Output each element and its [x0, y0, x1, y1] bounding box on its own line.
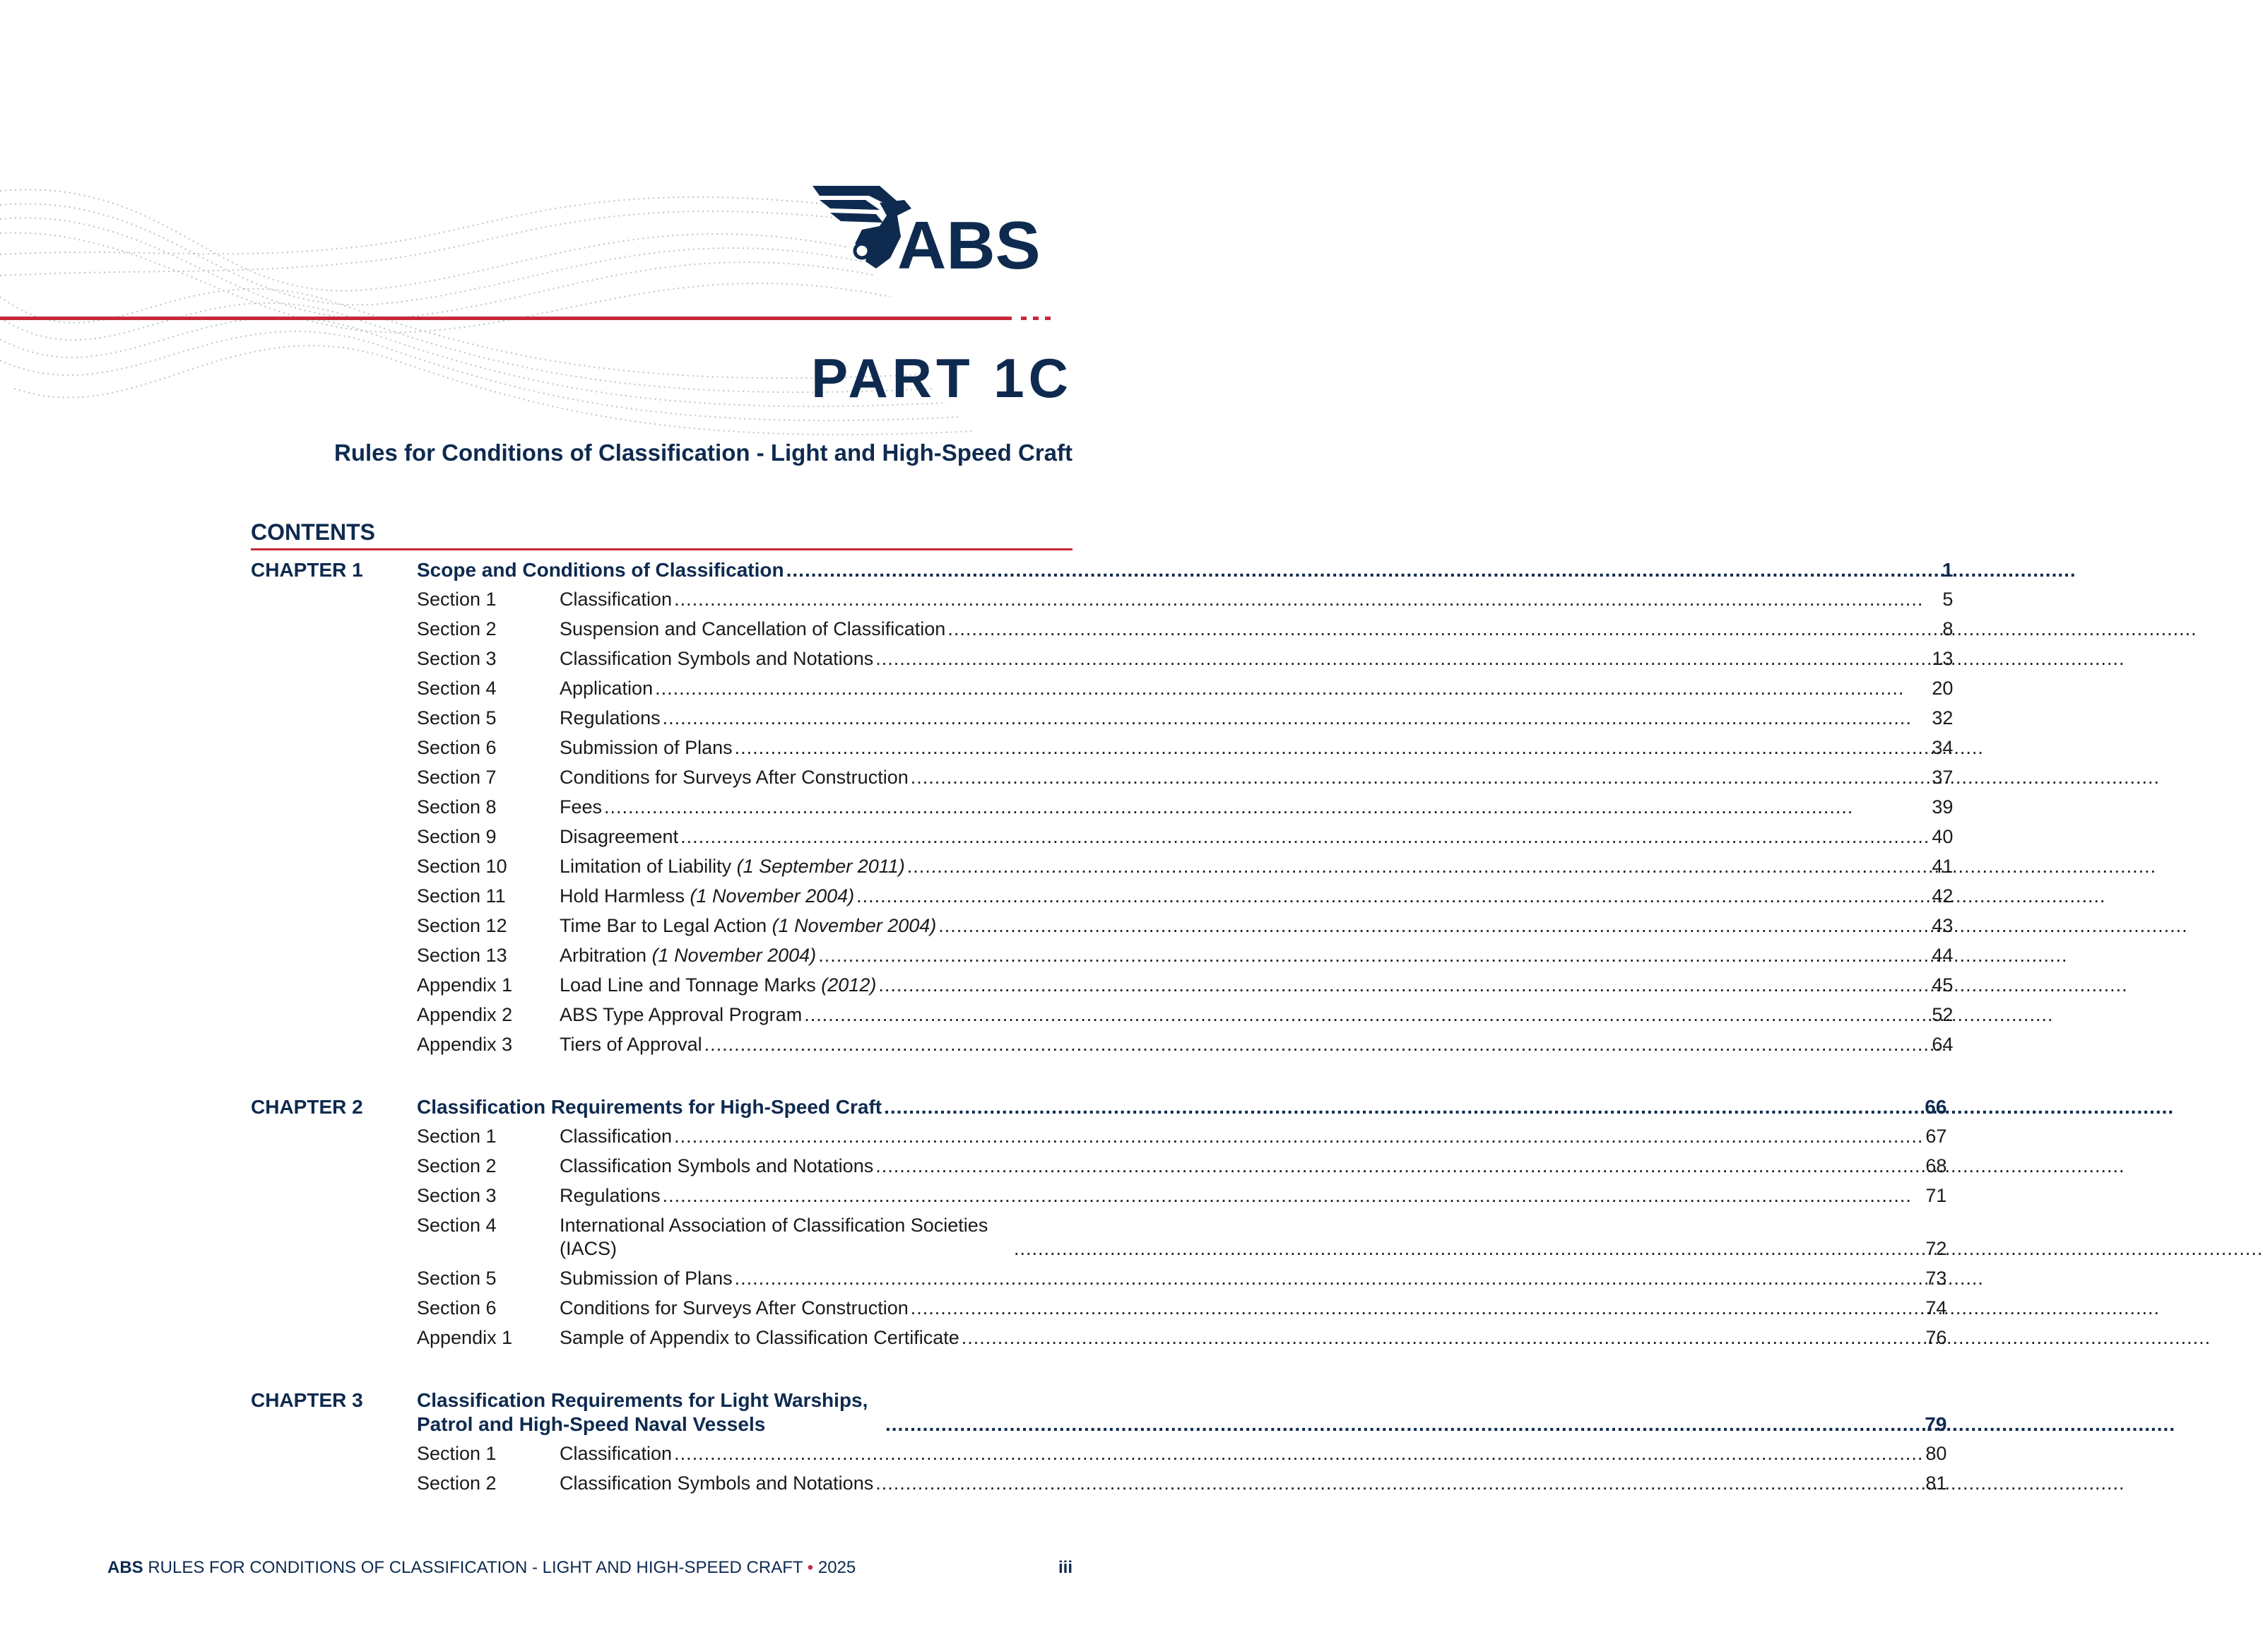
section-title-wrap: [560, 618, 945, 641]
section-entry: [560, 766, 1953, 789]
eagle-icon: [813, 186, 911, 269]
section-title: Suspension and Cancellation of Classification: [560, 618, 946, 639]
dot-leader: [962, 1326, 1924, 1350]
section-entry: [560, 588, 1953, 611]
chapter-label: CHAPTER 3: [251, 1389, 363, 1411]
toc-row[interactable]: [417, 677, 1953, 700]
dot-leader: [663, 707, 1930, 730]
section-entry: [560, 885, 1953, 908]
section-title-wrap: [560, 1442, 672, 1465]
section-page: 5: [1942, 589, 1954, 610]
section-label: Section 7: [417, 767, 497, 788]
chapter-label: CHAPTER 2: [251, 1096, 363, 1118]
section-page: 64: [1932, 1034, 1954, 1055]
section-page: 76: [1925, 1327, 1947, 1348]
section-page: 20: [1932, 678, 1954, 699]
section-title-wrap: [560, 885, 854, 908]
section-title: Regulations: [560, 707, 661, 728]
section-title-wrap: [560, 944, 816, 967]
chapter-title-entry[interactable]: [417, 1095, 1946, 1119]
section-entry: [560, 796, 1953, 819]
page-number: iii: [1058, 1558, 1073, 1577]
chapter-body: [417, 1095, 1946, 1356]
footer-year: 2025: [813, 1558, 856, 1577]
contents-rule: [251, 548, 1073, 550]
section-page: 40: [1932, 826, 1954, 847]
section-page: 32: [1932, 707, 1954, 728]
chapter-block: [251, 1388, 1947, 1501]
toc-row[interactable]: [417, 736, 1953, 760]
dot-leader: [1014, 1237, 1923, 1261]
toc-row[interactable]: [417, 796, 1953, 819]
section-title-wrap: [560, 1472, 873, 1495]
section-title: Classification Symbols and Notations: [560, 1155, 874, 1176]
section-title: Classification: [560, 1443, 673, 1464]
dot-leader: [818, 944, 1930, 967]
section-title: Conditions for Surveys After Construction: [560, 1297, 909, 1318]
section-label: Section 4: [417, 1215, 497, 1236]
chapter-block: [251, 558, 1954, 1063]
section-title-wrap: [560, 974, 876, 997]
toc-row[interactable]: [417, 825, 1953, 849]
section-label: Section 3: [417, 648, 497, 669]
section-title-wrap: [560, 1297, 909, 1320]
chapter-block: [251, 1095, 1947, 1356]
section-title: International Association of Classification Societies (IACS): [560, 1215, 988, 1259]
toc-row[interactable]: [417, 944, 1953, 967]
red-dash: [1045, 317, 1051, 320]
section-entry: [560, 1184, 1946, 1208]
dot-leader: [907, 855, 1930, 878]
section-title-wrap: [560, 1033, 702, 1056]
dot-leader: [885, 1412, 1922, 1436]
footer-bullet: •: [807, 1558, 814, 1577]
dot-leader: [938, 914, 1930, 938]
section-label: Appendix 2: [417, 1004, 513, 1025]
section-entry: [560, 1442, 1946, 1465]
chapter-title: Scope and Conditions of Classification: [417, 559, 784, 581]
section-page: 43: [1932, 915, 1954, 936]
dot-leader: [674, 1442, 1923, 1465]
section-title-wrap: [560, 914, 936, 938]
part-title: PART 1C: [811, 347, 1073, 409]
page-footer: [107, 1558, 1073, 1578]
dot-leader: [674, 1125, 1923, 1148]
section-label: Appendix 1: [417, 1327, 513, 1348]
chapter-title: Classification Requirements for Light Warships, Patrol and High-Speed Naval Vessels: [417, 1389, 868, 1435]
toc-row[interactable]: [417, 1125, 1946, 1148]
section-title-wrap: [560, 1214, 1012, 1261]
section-title: Classification Symbols and Notations: [560, 648, 874, 669]
dot-leader: [704, 1033, 1930, 1056]
section-label: Section 1: [417, 1443, 497, 1464]
chapter-body: [417, 1388, 1946, 1501]
dot-leader: [663, 1184, 1924, 1208]
section-date: (2012): [821, 974, 877, 996]
section-title: Load Line and Tonnage Marks: [560, 974, 822, 996]
footer-brand: ABS: [107, 1558, 143, 1577]
section-date: (1 November 2004): [651, 945, 817, 966]
dot-leader: [735, 1267, 1924, 1290]
section-entry: [560, 736, 1953, 760]
section-title-wrap: [560, 707, 661, 730]
section-title-wrap: [560, 1267, 733, 1290]
section-title-wrap: [560, 855, 905, 878]
section-title-wrap: [560, 1155, 873, 1178]
section-label: Section 1: [417, 589, 497, 610]
dot-leader: [875, 647, 1930, 671]
contents-heading: CONTENTS: [251, 519, 375, 545]
section-label: Appendix 3: [417, 1034, 513, 1055]
section-label: Section 6: [417, 1297, 497, 1318]
footer-text: RULES FOR CONDITIONS OF CLASSIFICATION - LIGHT AND HIGH-SPEED CRAFT: [143, 1558, 808, 1577]
section-label: Section 8: [417, 796, 497, 818]
toc-row[interactable]: [417, 1267, 1946, 1290]
section-title-wrap: [560, 588, 672, 611]
section-label: Appendix 1: [417, 974, 513, 996]
chapter-title-entry[interactable]: [417, 1388, 1946, 1436]
dot-leader: [875, 1472, 1923, 1495]
footer-title: [107, 1558, 856, 1578]
section-title-wrap: [560, 1003, 802, 1027]
section-entry: [560, 855, 1953, 878]
section-page: 67: [1925, 1126, 1947, 1147]
section-label: Section 11: [417, 885, 506, 907]
section-entry: [560, 1214, 1946, 1261]
section-title: Conditions for Surveys After Construction: [560, 767, 909, 788]
dot-leader: [947, 618, 1940, 641]
section-page: 80: [1925, 1443, 1947, 1464]
section-label: Section 2: [417, 618, 497, 639]
toc-row[interactable]: [417, 1326, 1946, 1350]
section-entry: [560, 1267, 1946, 1290]
toc-row[interactable]: [417, 1184, 1946, 1208]
dot-leader: [786, 558, 1940, 582]
toc-row[interactable]: [417, 1155, 1946, 1178]
dot-leader: [655, 677, 1930, 700]
section-title-wrap: [560, 825, 678, 849]
section-title: Sample of Appendix to Classification Certificate: [560, 1327, 959, 1348]
dot-leader: [735, 736, 1930, 760]
toc-row[interactable]: [417, 974, 1953, 997]
section-entry: [560, 1003, 1953, 1027]
section-entry: [560, 677, 1953, 700]
section-page: 45: [1932, 974, 1954, 996]
section-title: Regulations: [560, 1185, 661, 1206]
section-title: Classification Symbols and Notations: [560, 1473, 874, 1494]
section-title: Disagreement: [560, 826, 679, 847]
section-title: Submission of Plans: [560, 737, 733, 758]
toc-row[interactable]: [417, 707, 1953, 730]
section-entry: [560, 974, 1953, 997]
section-page: 39: [1932, 796, 1954, 818]
section-label: Section 10: [417, 856, 507, 877]
dot-leader: [884, 1095, 1922, 1119]
dot-leader: [875, 1155, 1923, 1178]
section-title: Application: [560, 678, 654, 699]
toc-row[interactable]: [417, 855, 1953, 878]
section-page: 34: [1932, 737, 1954, 758]
toc-row[interactable]: [417, 766, 1953, 789]
section-page: 74: [1925, 1297, 1947, 1318]
logo-text: ABS: [897, 208, 1041, 283]
section-label: Section 2: [417, 1155, 497, 1176]
section-page: 13: [1932, 648, 1954, 669]
section-title-wrap: [560, 1184, 661, 1208]
section-page: 41: [1932, 856, 1954, 877]
section-title-wrap: [560, 796, 602, 819]
dot-leader: [604, 796, 1930, 819]
section-title-wrap: [560, 736, 733, 760]
section-title: Classification: [560, 1126, 673, 1147]
toc-row[interactable]: [417, 1033, 1953, 1056]
header-red-rule: [0, 317, 1012, 320]
red-dash: [1021, 317, 1027, 320]
section-label: Section 5: [417, 1268, 497, 1289]
section-date: (1 September 2011): [736, 856, 905, 877]
section-date: (1 November 2004): [690, 885, 855, 907]
section-date: (1 November 2004): [772, 915, 937, 936]
section-label: Section 2: [417, 1473, 497, 1494]
section-page: 68: [1925, 1155, 1947, 1176]
toc-row[interactable]: [417, 1214, 1946, 1261]
dot-leader: [911, 1297, 1924, 1320]
toc-row[interactable]: [417, 588, 1953, 611]
section-title: Arbitration: [560, 945, 652, 966]
section-title: Hold Harmless: [560, 885, 690, 907]
section-page: 73: [1925, 1268, 1947, 1289]
section-entry: [560, 1297, 1946, 1320]
section-entry: [560, 1326, 1946, 1350]
section-label: Section 13: [417, 945, 507, 966]
section-label: Section 12: [417, 915, 507, 936]
section-title: Tiers of Approval: [560, 1034, 702, 1055]
section-title: Classification: [560, 589, 673, 610]
section-page: 37: [1932, 767, 1954, 788]
section-title: Time Bar to Legal Action: [560, 915, 772, 936]
section-page: 44: [1932, 945, 1954, 966]
toc-row[interactable]: [417, 1297, 1946, 1320]
section-entry: [560, 1155, 1946, 1178]
toc-row[interactable]: [417, 914, 1953, 938]
toc-row[interactable]: [417, 1003, 1953, 1027]
chapter-page: 66: [1925, 1096, 1947, 1118]
document-subtitle: Rules for Conditions of Classification - Light and High-Speed Craft: [333, 439, 1073, 466]
dot-leader: [674, 588, 1940, 611]
section-title-wrap: [560, 766, 909, 789]
section-title-wrap: [560, 647, 873, 671]
section-entry: [560, 825, 1953, 849]
section-entry: [560, 618, 1953, 641]
toc-row[interactable]: [417, 618, 1953, 641]
dot-leader: [911, 766, 1930, 789]
dot-leader: [878, 974, 1930, 997]
chapter-page: 1: [1942, 559, 1954, 581]
section-title-wrap: [560, 1326, 959, 1350]
toc-row[interactable]: [417, 885, 1953, 908]
section-entry: [560, 1033, 1953, 1056]
section-title-wrap: [560, 677, 653, 700]
table-of-contents: [251, 558, 1954, 1534]
chapter-title-entry[interactable]: [417, 558, 1953, 582]
section-entry: [560, 647, 1953, 671]
section-page: 72: [1925, 1238, 1947, 1259]
section-entry: [560, 707, 1953, 730]
toc-row[interactable]: [417, 1472, 1946, 1495]
section-title: Limitation of Liability: [560, 856, 737, 877]
chapter-body: [417, 558, 1953, 1063]
toc-row[interactable]: [417, 1442, 1946, 1465]
red-dash: [1033, 317, 1039, 320]
section-label: Section 3: [417, 1185, 497, 1206]
chapter-title: Classification Requirements for High-Speed Craft: [417, 1096, 882, 1118]
abs-logo: [813, 180, 1067, 283]
section-page: 71: [1925, 1185, 1947, 1206]
dot-leader: [804, 1003, 1930, 1027]
section-title: ABS Type Approval Program: [560, 1004, 803, 1025]
section-title-wrap: [560, 1125, 672, 1148]
section-page: 8: [1942, 618, 1954, 639]
section-label: Section 5: [417, 707, 497, 728]
section-label: Section 9: [417, 826, 497, 847]
section-title: Submission of Plans: [560, 1268, 733, 1289]
section-page: 42: [1932, 885, 1954, 907]
chapter-page: 79: [1925, 1413, 1947, 1435]
toc-row[interactable]: [417, 647, 1953, 671]
section-entry: [560, 1472, 1946, 1495]
section-page: 81: [1925, 1473, 1947, 1494]
section-entry: [560, 1125, 1946, 1148]
chapter-label: CHAPTER 1: [251, 559, 363, 581]
section-label: Section 6: [417, 737, 497, 758]
section-title: Fees: [560, 796, 603, 818]
section-label: Section 1: [417, 1126, 497, 1147]
section-label: Section 4: [417, 678, 497, 699]
dot-leader: [856, 885, 1930, 908]
section-entry: [560, 944, 1953, 967]
dot-leader: [680, 825, 1930, 849]
section-entry: [560, 914, 1953, 938]
section-page: 52: [1932, 1004, 1954, 1025]
